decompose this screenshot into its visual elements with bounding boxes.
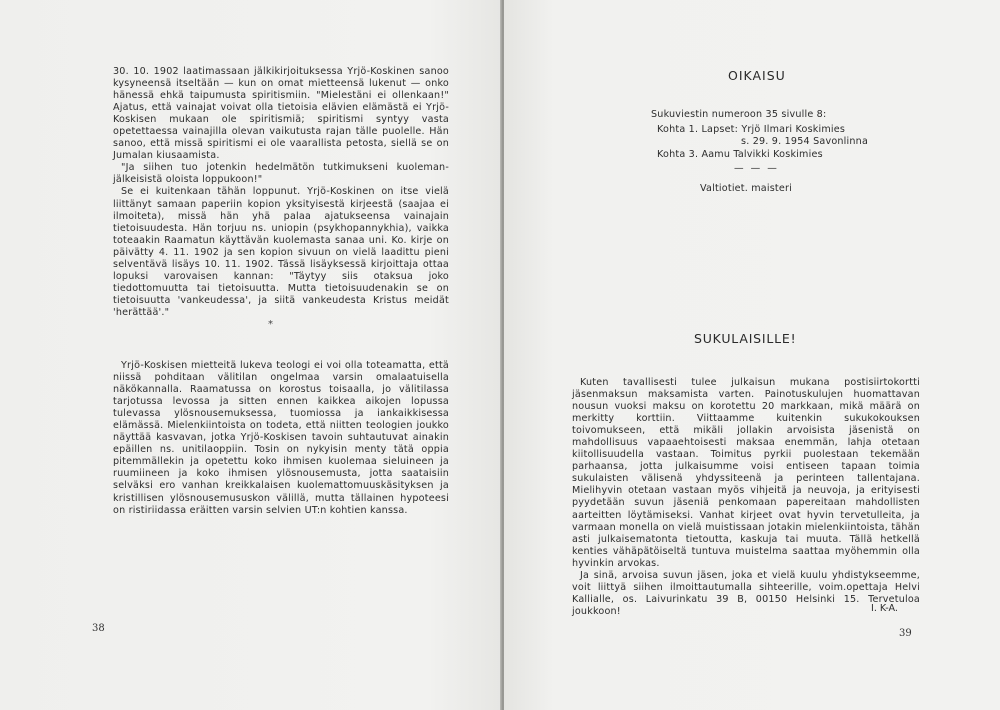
- correction-dash: — — —: [734, 163, 779, 174]
- paragraph: Se ei kuitenkaan tähän loppunut. Yrjö-Koskinen on itse vielä liittänyt samaan paperiin kopion yksityisestä kirjeestä (saajaa ei ilmoiteta), missä hän yhä palaa ajatukseensa vainajain tietoisuudesta. Hän torjuu ns. uniopin (psykhopannykhia), vaikka toteaakin Raamatun käyttävän kuolemasta sanaa uni. Ko. kirje on päivätty 4. 11. 1902 ja sen kopion sivuun on vielä laadittu pieni selventävä lisäys 10. 11. 1902. Tässä lisäyksessä kirjoittaja ottaa lopuksi varovaisen kannan: "Täytyy siis otaksua joko tiedottomuutta tai tietoisuutta. Mutta tietoisuudenakin se on tietoisuutta 'vankeudessa', ja siitä vankeudesta Kristus meidät 'herättää'.": [113, 186, 449, 318]
- paragraph: Ja sinä, arvoisa suvun jäsen, joka et vielä kuulu yhdistykseemme, voit liittyä siihen ilmoittautumalla sihteerille, voim.opettaja Helvi Kallialle, os. Laivurinkatu 39 B, 00150 Helsinki 15. Tervetuloa joukkoon!: [572, 569, 920, 617]
- correction-item-1: Kohta 1. Lapset: Yrjö Ilmari Koskimies: [657, 124, 846, 135]
- page-number-left: 38: [92, 623, 105, 634]
- correction-intro: Sukuviestin numeroon 35 sivulle 8:: [651, 109, 827, 120]
- section-separator: *: [268, 319, 273, 330]
- relatives-body: [572, 377, 920, 618]
- correction-signature: Valtiotiet. maisteri: [700, 183, 793, 194]
- paragraph: "Ja siihen tuo jotenkin hedelmätön tutkimukseni kuoleman-jälkeisistä oloista loppukoon!": [113, 162, 449, 186]
- left-text-block-2: [113, 360, 449, 517]
- relatives-signature: I. K-A.: [871, 603, 898, 614]
- relatives-title: SUKULAISILLE!: [694, 331, 797, 346]
- paragraph: Kuten tavallisesti tulee julkaisun mukana postisiirtokortti jäsenmaksun maksamista varten. Painotuskulujen huomattavan nousun vuoksi maksu on korotettu 20 markkaan, mikä määrä on merkitty korttiin. Viittaamme kuitenkin sukukokouksen toivomukseen, että mikäli jollakin arvoisista jäsenistä on mahdollisuus vapaaehtoisesti maksaa enemmän, lahja otetaan kiitollisuudella vastaan. Toimitus pyrkii puolestaan tekemään parhaansa, jotta julkaisumme voisi entiseen tapaan toimia sukulaisten välisenä yhdyssiteenä ja perinteen tallentajana. Mielihyvin otetaan vastaan myös vihjeitä ja neuvoja, ja erityisesti pyydetään suvun jäseniä penkomaan papereitaan mahdollisten aarteitten löytämiseksi. Vanhat kirjeet ovat hyvin tervetulleita, ja varmaan monella on vielä muistissaan jotakin mielenkiintoista, tähän asti julkaisematonta tietoutta, kaskuja tai muuta. Tällä hetkellä kenties vähäpätöiseltä tuntuva muistelma saattaa myöhemmin olla hyvinkin arvokas.: [572, 377, 920, 569]
- correction-title: OIKAISU: [728, 68, 786, 83]
- paragraph: 30. 10. 1902 laatimassaan jälkikirjoituksessa Yrjö-Koskinen sanoo kysyneensä itseltään — kun on omat mietteensä lukenut — onko hänessä ehkä taipumusta spiritismiin. "Mielestäni ei ollenkaan!" Ajatus, että vainajat voivat olla tietoisia elävien elämästä ei Yrjö-Koskisen mukaan ole spiritismiä; spiritismi syntyy vasta opetettaessa vainajilla olevan vaikutusta rajan tälle puolelle. Hän sanoo, että missä spiritismi ei ole vaarallista petosta, siellä se on Jumalan kiusaamista.: [113, 66, 449, 162]
- paragraph: Yrjö-Koskisen mietteitä lukeva teologi ei voi olla toteamatta, että niissä pohditaan välitilan ongelmaa varsin omalaatuisella näkökannalla. Raamatussa on korostus toisaalla, jo välitilassa tarjotussa levossa ja sitten ennen kaikkea aikojen lopussa tulevassa ylösnousemuksessa, tuomiossa ja iankaikkisessa elämässä. Mielenkiintoista on todeta, että niitten teologien joukko näyttää kasvavan, jotka Yrjö-Koskisen tavoin suhtautuvat ainakin epäillen ns. unitilaoppiin. Tosin on nykyisin menty tätä oppia pitemmällekin ja opetettu koko ihmisen kuolemaa sieluineen ja ruumiineen ja koko ihmisen ylösnousemusta, jotta saataisiin selväksi ero vanhan kreikkalaisen kuolemattomuuskäsityksen ja kristillisen ylösnousemususkon välillä, mutta tällainen hypoteesi on ristiriidassa eräitten varsin selvien UT:n kohtien kanssa.: [113, 360, 449, 516]
- page-number-right: 39: [899, 628, 912, 639]
- correction-item-3: Kohta 3. Aamu Talvikki Koskimies: [657, 149, 823, 160]
- correction-item-1-detail: s. 29. 9. 1954 Savonlinna: [741, 136, 869, 147]
- left-text-block-1: [113, 66, 449, 319]
